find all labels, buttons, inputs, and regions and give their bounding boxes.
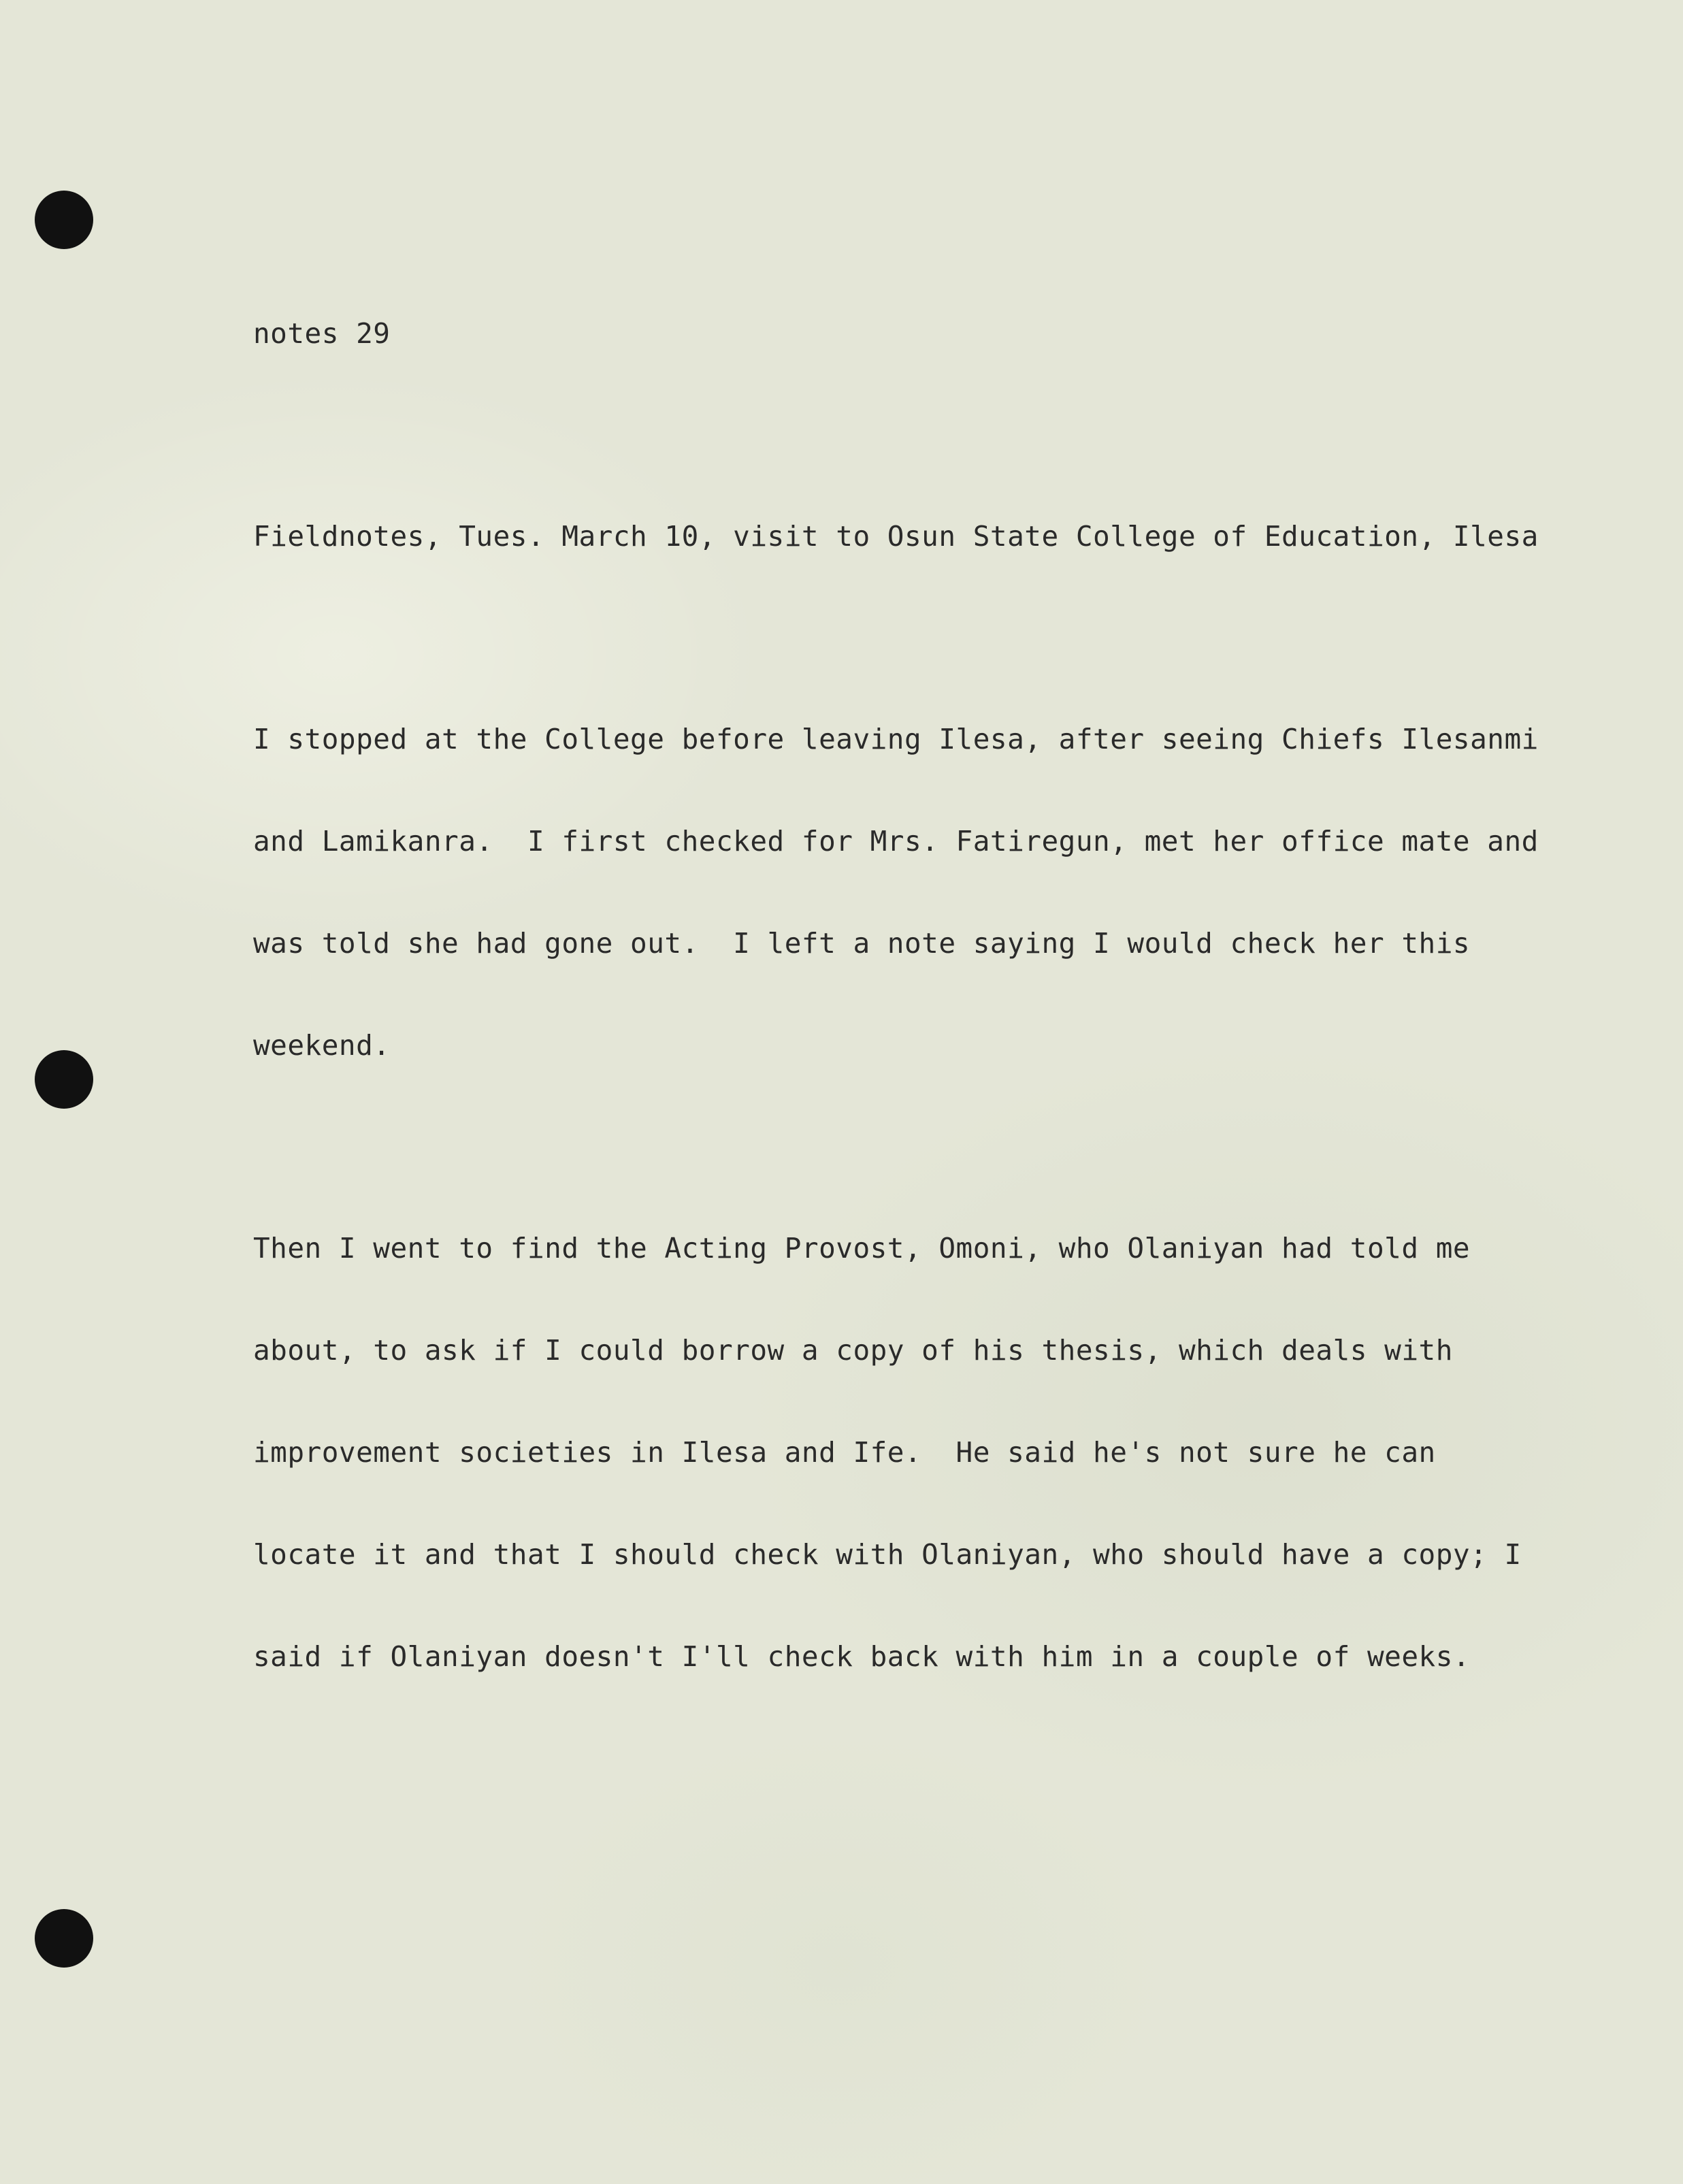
paragraph-1-line-3: was told she had gone out. I left a note saying I would check her this — [253, 927, 1471, 960]
typed-notes — [253, 248, 1587, 1742]
paragraph-1-line-4: weekend. — [253, 1029, 391, 1062]
page-title: Fieldnotes, Tues. March 10, visit to Osun State College of Education, Ilesa — [253, 520, 1539, 553]
paragraph-2-line-4: locate it and that I should check with Olaniyan, who should have a copy; I — [253, 1538, 1522, 1571]
paragraph-2-line-1: Then I went to find the Acting Provost, Omoni, who Olaniyan had told me — [253, 1232, 1471, 1265]
paragraph-1-line-1: I stopped at the College before leaving Ilesa, after seeing Chiefs Ilesanmi — [253, 723, 1539, 755]
paragraph-2-line-2: about, to ask if I could borrow a copy of his thesis, which deals with — [253, 1334, 1453, 1367]
punch-hole-top — [35, 191, 93, 249]
paragraph-1-line-2: and Lamikanra. I first checked for Mrs. Fatiregun, met her office mate and — [253, 825, 1539, 858]
punch-hole-middle — [35, 1050, 93, 1109]
paragraph-2-line-3: improvement societies in Ilesa and Ife. He said he's not sure he can — [253, 1436, 1436, 1469]
page-header: notes 29 — [253, 317, 391, 350]
punch-hole-bottom — [35, 1909, 93, 1968]
paragraph-2-line-5: said if Olaniyan doesn't I'll check back with him in a couple of weeks. — [253, 1640, 1471, 1673]
